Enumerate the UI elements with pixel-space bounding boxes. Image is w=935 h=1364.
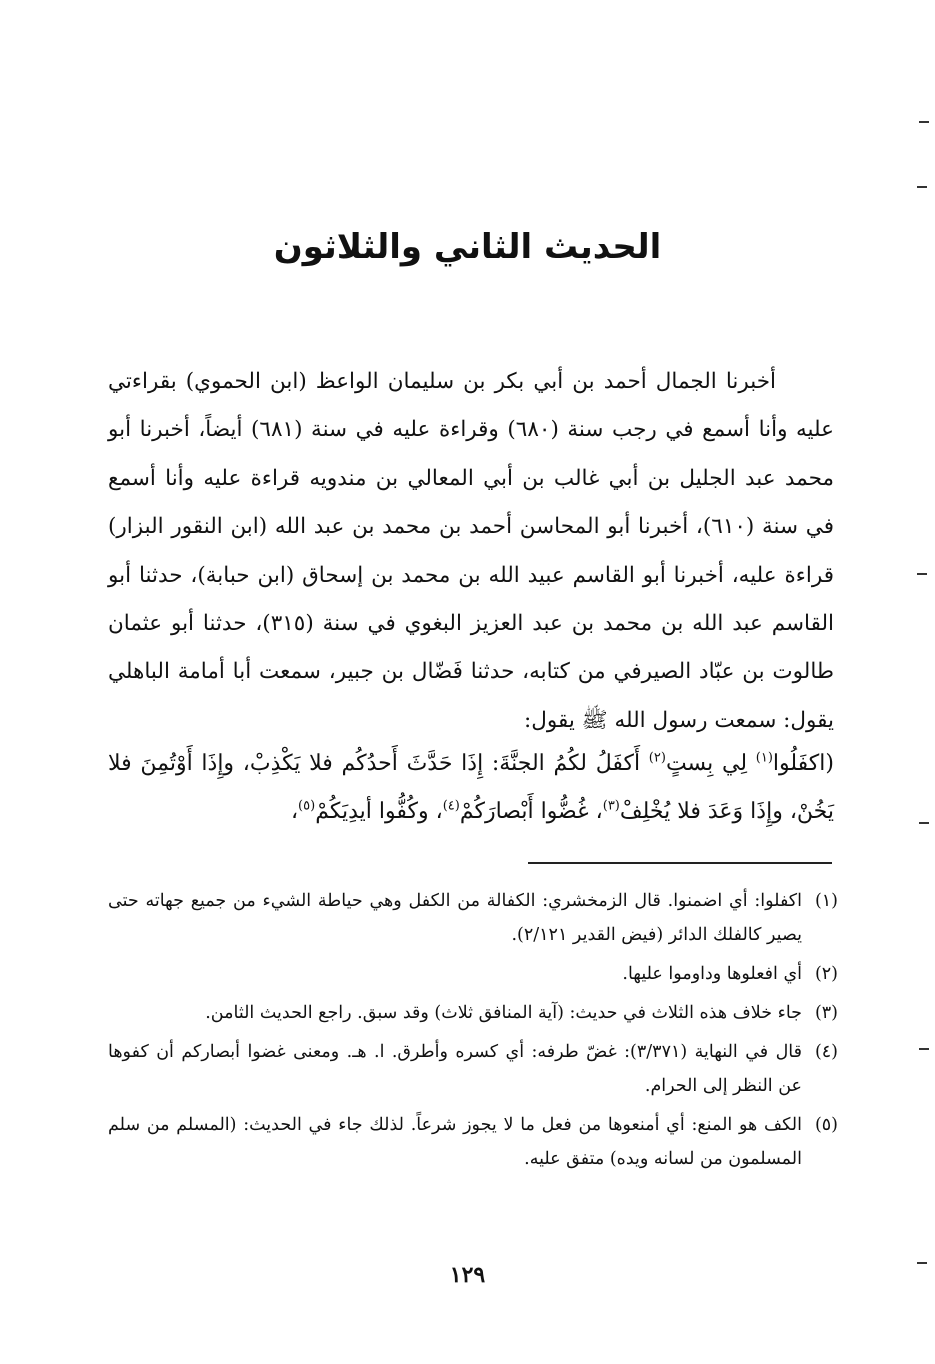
isnad-paragraph — [108, 358, 834, 745]
footnote-text: قال في النهاية (٣/٣٧١): غضّ طرفه: أي كسره وأطرق. ا. هـ. ومعنى غضوا أبصاركم أن كفوها عن النظر إلى الحرام. — [108, 1042, 802, 1096]
page-number: ١٢٩ — [449, 1262, 486, 1288]
footnote-ref: (٥) — [298, 798, 316, 814]
matn-segment: اكفَلُوا — [772, 751, 826, 776]
matn-segment: ، وكُفُّوا أيدِيَكُمْ — [315, 799, 443, 824]
matn-segment: ، غُضُّوا أَبْصارَكُمْ — [459, 799, 603, 824]
margin-mark — [917, 1262, 927, 1264]
margin-mark — [919, 121, 929, 123]
isnad-text: أخبرنا الجمال أحمد بن أبي بكر بن سليمان الواعظ (ابن الحموي) بقراءتي عليه وأنا أسمع في رجب سنة (٦٨٠) وقراءة عليه في سنة (٦٨١) أيضاً، أخبرنا أبو محمد عبد الجليل بن أبي غالب بن أبي المعالي بن مندويه قراءة عليه وأنا أسمع في سنة (٦١٠)، أخبرنا أبو المحاسن أحمد بن محمد بن عبد الله (ابن النقور البزار) قراءة عليه، أخبرنا أبو القاسم عبيد الله بن محمد بن إسحاق (ابن حبابة)، حدثنا أبو القاسم عبد الله بن محمد بن عبد العزيز البغوي في سنة (٣١٥)، حدثنا أبو عثمان طالوت بن عبّاد الصيرفي من كتابه، حدثنا فَضّال بن جبير، سمعت أبا أمامة الباهلي يقول: سمعت رسول الله ﷺ يقول: — [108, 369, 834, 733]
margin-mark — [917, 186, 927, 188]
footnote — [108, 884, 838, 952]
footnote-number: (٤) — [814, 1042, 838, 1062]
margin-mark — [919, 1048, 929, 1050]
footnote-ref: (٤) — [442, 798, 460, 814]
footnote — [108, 1108, 838, 1176]
matn-segment: ، — [290, 799, 299, 824]
hadith-matn — [108, 740, 834, 836]
footnote-number: (٣) — [814, 1003, 838, 1023]
hadith-matn-text — [108, 740, 834, 836]
footnote — [108, 1035, 838, 1103]
footnote-text: أي افعلوها وداوموا عليها. — [622, 964, 802, 984]
margin-mark — [917, 573, 927, 575]
footnote — [108, 957, 838, 991]
footnote-number: (٥) — [814, 1115, 838, 1135]
footnote-text: اكفلوا: أي اضمنوا. قال الزمخشري: الكفالة من الكفل وهي حياطة الشيء من جميع جهاته حتى يصير كالفلك الدائر (فيض القدير ٢/١٢١). — [108, 891, 802, 945]
margin-mark — [919, 822, 929, 824]
footnote-ref: (١) — [755, 750, 773, 766]
footnote-ref: (٣) — [602, 798, 620, 814]
footnote-number: (١) — [814, 891, 838, 911]
open-paren: ( — [825, 751, 834, 776]
footnote-text: الكف هو المنع: أي أمنعوها من فعل ما لا يجوز شرعاً. لذلك جاء في الحديث: (المسلم من سلم المسلمون من لسانه ويده) متفق عليه. — [108, 1115, 802, 1169]
footnote-text: جاء خلاف هذه الثلاث في حديث: (آية المنافق ثلاث) وقد سبق. راجع الحديث الثامن. — [205, 1003, 802, 1023]
matn-segment: لِي بِستٍ — [665, 751, 756, 776]
hadith-heading: الحديث الثاني والثلاثون — [273, 227, 662, 267]
footnote — [108, 996, 838, 1030]
footnote-number: (٢) — [814, 964, 838, 984]
footnotes — [108, 884, 838, 1181]
matn-segment: أَكفَلُ لكُمُ الجنَّةَ: إِذَا حَدَّثَ أَحدُكُم فلا يَكْذِبْ، وإِذَا أَوْتُمِنَ فلا يَخُنْ، وإِذَا وَعَدَ فلا يُخْلِفْ — [108, 751, 834, 824]
footnote-ref: (٢) — [648, 750, 666, 766]
footnote-separator — [528, 862, 832, 864]
